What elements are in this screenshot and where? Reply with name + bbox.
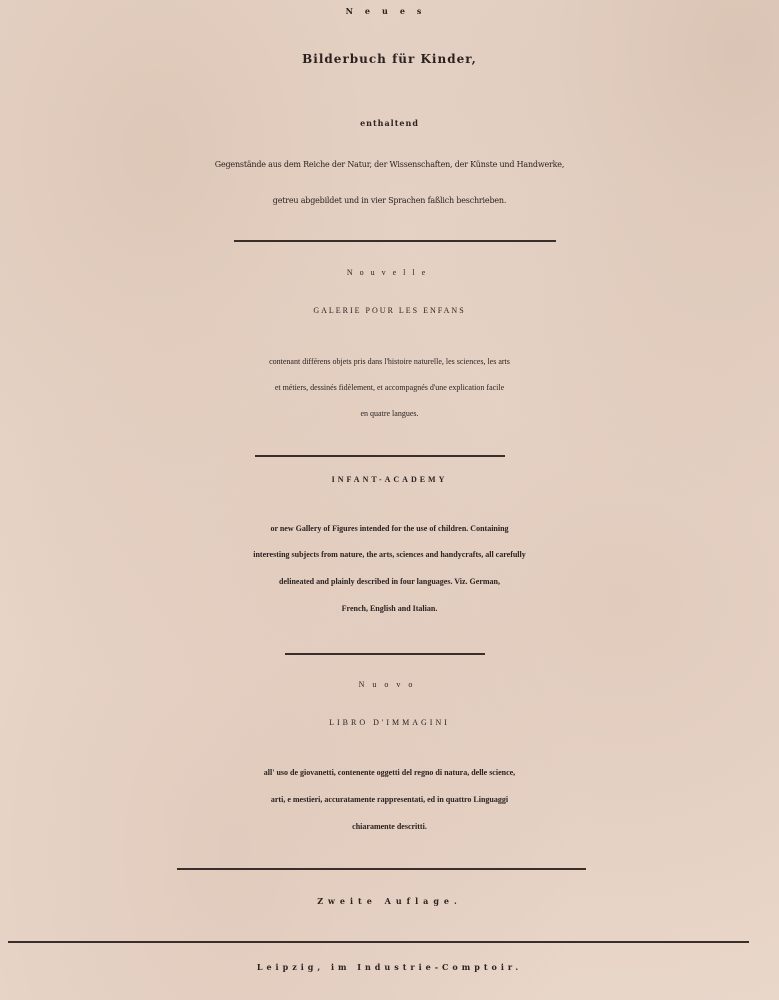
italian-description-line-1: all' uso de giovanetti, contenente oggetti del regno di natura, delle science,	[263, 768, 516, 777]
german-enthaltend: enthaltend	[360, 118, 419, 128]
imprint-line: Leipzig, im Industrie-Comptoir.	[256, 962, 523, 972]
divider-rule-3	[285, 653, 485, 655]
german-description-line-1: Gegenstände aus dem Reiche der Natur, der Wissenschaften, der Künste und Handwerke,	[214, 160, 565, 169]
italian-description-line-3: chiaramente descritti.	[352, 822, 427, 831]
french-description-line-1: contenant différens objets pris dans l'histoire naturelle, les sciences, les arts	[269, 357, 510, 366]
divider-rule-5	[8, 941, 749, 943]
divider-rule-1	[234, 240, 556, 242]
french-nouvelle-heading: Nouvelle	[346, 268, 433, 277]
divider-rule-2	[255, 455, 505, 457]
german-description-line-2: getreu abgebildet und in vier Sprachen faßlich beschrieben.	[272, 196, 507, 205]
italian-description-line-2: arti, e mestieri, accuratamente rappresentati, ed in quattro Linguaggi	[270, 795, 509, 804]
french-description-line-2: et métiers, dessinés fidèlement, et accompagnés d'une explication facile	[274, 383, 505, 392]
english-description-line-2: interesting subjects from nature, the arts, sciences and handycrafts, all carefully	[253, 550, 526, 559]
english-title: INFANT-ACADEMY	[331, 475, 448, 484]
german-neues-heading: Neues	[345, 6, 434, 16]
english-description-line-3: delineated and plainly described in four languages. Viz. German,	[279, 577, 500, 586]
german-title: Bilderbuch für Kinder,	[302, 52, 477, 66]
french-title: GALERIE POUR LES ENFANS	[313, 306, 466, 315]
italian-nuovo-heading: Nuovo	[358, 680, 421, 689]
english-description-line-4: French, English and Italian.	[341, 604, 438, 613]
divider-rule-4	[177, 868, 586, 870]
french-description-line-3: en quatre langues.	[360, 409, 419, 418]
edition-statement: Zweite Auflage.	[317, 896, 462, 906]
english-description-line-1: or new Gallery of Figures intended for the use of children. Containing	[270, 524, 509, 533]
italian-title: LIBRO D'IMMAGINI	[329, 718, 450, 727]
